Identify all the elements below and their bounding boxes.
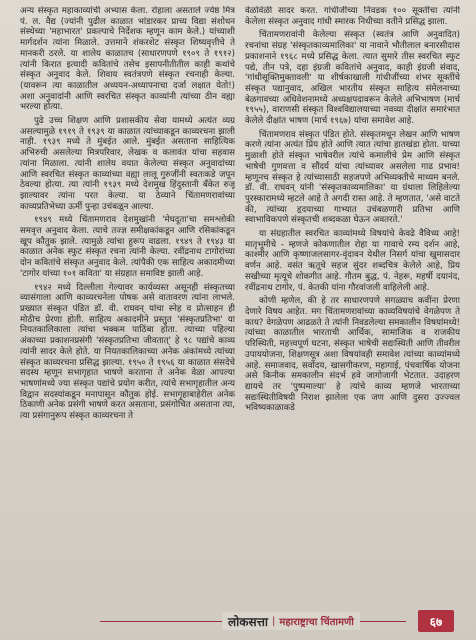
magazine-title: महाराष्ट्राचा चिंतामणी [279,617,354,628]
paragraph: वेळोवेळी सादर करत. गांधीजींच्या निवडक १०० सूक्तींचा त्यांनी केलेला संस्कृत अनुवाद गांधी स्मारक निधीच्या वतीने प्रसिद्ध झाला. [245,6,460,27]
page-footer [0,610,476,632]
paragraph: कोणी म्हणेल, की हे तर साधारणपणे सगळ्याच कवींना प्रेरणा देणारे विषय आहेत. मग चिंतामणरावांच्या काव्यविषयांचे वेगळेपण ते काय? वेगळेपण आढळते ते त्यांनी निवडलेल्या समकालीन विषयांमध्ये! त्यांच्या काळातील भारताची आर्थिक, सामाजिक व राजकीय परिस्थिती, महत्त्वपूर्ण घटना, संस्कृत भाषेची सद्यःस्थिती आणि तीवरील उपाययोजना, शिक्षणसूत्र अशा विषयांवही समावेश त्यांच्या काव्यांमध्ये आहे. समाजवाद, सर्वोदय, खासगीकरण, महागाई, पंचवार्षिक योजना असे किनीक समकालीन संदर्भ हवे जागोजागी भेटतात. उदाहरण द्यायचे तर 'पुष्पमाल्या' हे त्यांचे काव्य म्हणजे भारताच्या सद्यःस्थितीविषयी निराश झालेला एक जण आणि दुसरा उज्ज्वल भविष्यकाळाकडे [245,296,460,414]
paragraph: अन्य संस्कृत महाकाव्यांची अभ्यास केला. रोहाला असताले ज्येष्ठ मित्र पं. ल. वैद्य (ज्यांनी पुढील काळात भांडारकर प्राच्य विद्या संशोधन संस्थेच्या 'महाभारत' प्रकल्पाचे निर्देशक म्हणून काम केले.) यांच्याशी मार्गदर्शन त्यांना मिळाले. उत्तमाने शंकरशेट संस्कृत शिष्यवृत्तीचे ते मानकरी ठरले. या शालेय काळातच (साधारणपणे १९०९ ते १९१२) त्यांनी किरात इत्यादी कवितांचे तसेच इसापनीतीतील काही कथांचे संस्कृत अनुवाद केले. शिवाय स्वतंत्रपणे संस्कृत रचनाही केल्या. (यावरून त्या काळातील अध्ययन-अध्यापनाचा दर्जा लक्षात येतो!) अशा अनुवादांनी आणि स्वरचित संस्कृत काव्यांनी त्यांच्या ठीन वह्या भरल्या होत्या. [20,6,235,113]
footer-separator: | [271,615,276,627]
paragraph: १९४२ मध्ये दिल्लीला गेल्यावर कार्यव्यस्त असूनही संस्कृतच्या व्यासंगाला आणि काव्यरचनेला पोषक असे वातावरण त्यांना लाभले. प्रख्यात संस्कृत पंडित डॉ. वी. राघवन् यांचा स्नेह व प्रोत्साहन ही मोठीच प्रेरणा होती. साहित्य अकादमीने प्रस्तुत 'संस्कृतप्रतिभा' या नियतकालिकाला त्यांचा भक्कम पाठिंबा होता. त्याच्या पहिल्या अंकाच्या प्रकाशनप्रसंगी 'संस्कृतप्रतिभा जीवतात्' हे ९८ पद्यांचे काव्य त्यांनी सादर केले होते. या नियतकालिकाच्या अनेक अंकांमध्ये त्यांच्या संस्कृत काव्यरचना प्रसिद्ध झाल्या. १९५० ते १९५६ या काळात संसदेचे सदस्य म्हणून सभागृहात भाषणे करताना ते अनेक वेळा आपल्या भाषणांमध्ये ज्या संस्कृत पद्यांचे प्रयोग करीत, त्यांचे सभागृहातील अन्य विद्वान सदस्यांकडून मनापासून कौतुक होई. सभागृहाबाहेरील अनेक ठिकाणी अनेक प्रसंगी भाषणे करत असताना, प्रसंगोचित असताना त्या, त्या प्रसंगानुरूप संस्कृत काव्यरचना ते [20,282,235,422]
paragraph: पुढे उच्च शिक्षण आणि प्रशासकीय सेवा यामध्ये अत्यंत व्यग्र असल्यामुळे १९१९ ते १९३९ या काळात त्यांच्याकडून काव्यरचना झाली नाही. १९३९ मध्ये ते मुंबईत आले. मुंबईत असताना साहित्यिक अभिरुची असलेल्या मित्रपरिवार, लेखक व कलावंत यांचा सहवास त्यांना मिळाला. त्यांनी शालेय वयात केलेल्या संस्कृत अनुवादांच्या आणि स्वरचित संस्कृत काव्यांच्या वह्या लालू गुरुजींनी स्वतःकडे जपून ठेवल्या होत्या. त्या त्यांनी १९३९ मध्ये देशमुख हिंदुस्तानी बँकेत रुजू झाल्यावर त्यांना परत केल्या. या ठेव्याने चिंतामणरावांच्या काव्यप्रतिभेच्या ऊर्मी पुन्हा उचंबळून आल्या. [20,116,235,212]
article-body [20,6,460,602]
paragraph: १९४९ मध्ये चिंतामणराव देशमुखांनी 'मेघदूता'चा समश्लोकी समवृत्त अनुवाद केला. त्याचे तज्ज्ञ समीक्षकांकडून आणि रसिकांकडून खूप कौतुक झाले. त्यामुळे त्यांचा हुरूप वाढला. १९४९ ते १९४३ या काळात अनेक स्फुट संस्कृत रचना त्यांनी केल्या. रवींद्रनाथ टागोरांच्या दोन कवितांचे संस्कृत अनुवाद केले. त्यांपैकी एक साहित्य अकादमीच्या 'टागोर यांच्या १०१ कविता' या संग्रहात समाविष्ट झाली आहे. [20,215,235,279]
paragraph: चिंतामणरावांनी केलेल्या संस्कृत (स्वतंत्र आणि अनुवादित) रचनांचा संग्रह 'संस्कृतकाव्यमालिका' या नावाने भौतीलाल बनारसीदास प्रकाशनाने १९६८ मध्ये प्रसिद्ध केला. त्यात सुमारे तीस स्वरचित स्फुट पद्ये, तीन पत्रे, दहा इंग्रजी कवितांचे अनुवाद, काही इंग्रजी संवाद, 'गांधीसूक्तिमुक्तावली' या शीर्षकाखाली गांधीजींच्या शंभर सूक्तींचे संस्कृत पद्यानुवाद, अखिल भारतीय संस्कृत साहित्य संमेलनाच्या बेळगावच्या अधिवेशनामध्ये अध्यक्षपदावरून केलेले अभिभाषण (मार्च १९५५), वाराणसी संस्कृत विश्वविद्यालयाच्या नवव्या दीक्षांत समारंभात केलेले दीक्षांत भाषण (मार्च १९६७) यांचा समावेश आहे. [245,30,460,127]
paragraph: चिंतामणराव संस्कृत पंडित होते. संस्कृतमधून लेखन आणि भाषण करणे त्यांना अत्यंत प्रिय होते आणि त्यात त्यांचा हातखंडा होता. याच्या मुळाशी होते संस्कृत भाषेवरील त्यांचे कमालीचे प्रेम आणि संस्कृत भाषेची गुणवत्ता व सौंदर्य यांचा त्यांच्यावर असलेला गाढ प्रभाव! म्हणूनच संस्कृत हे त्यांच्यासाठी सहजपणे अभिव्यक्तीचे माध्यम बनले. डॉ. वी. राघवन् यांनी 'संस्कृतकाव्यमालिका' या ग्रंथाला लिहिलेल्या पुरस्कारामध्ये म्हटले आहे ते अगदी रास्त आहे. ते म्हणतात, 'असे वाटते की, त्यांच्या हृदयाच्या गाभ्यात उचंबळणारी प्रतिभा आणि स्वाभाविकपणे संस्कृतची शब्दकळा घेऊन अवतरते.' [245,129,460,226]
left-column [20,6,235,602]
right-column [245,6,460,602]
footer-branding [222,612,360,630]
loksatta-logo: लोकसत्ता [228,614,268,629]
page-number-badge: ६७ [418,610,454,632]
paragraph: या संग्रहातील स्वरचित काव्यांमध्ये विषयांचे केवढे वैविध्य आहे! मातृभूमीचे - म्हणजे कोकणातील रोहा या गावाचे रम्य दर्शन आहे, काश्मीर आणि कृष्णाजलसागर-वृंदावन येथील निसर्ग यांचा खुमासदार वर्णन आहे. वसंत ऋतूचे सहज सुंदर शब्दचित्र केलेले आहे, प्रिय सखीच्या मृत्यूचे शोकगीत आहे. गौतम बुद्ध, पं. नेहरू, महर्षी दयानंद, रवींद्रनाथ टागोर, पं. केतकी यांना गौरवांजली वाहिलेली आहे. [245,229,460,293]
